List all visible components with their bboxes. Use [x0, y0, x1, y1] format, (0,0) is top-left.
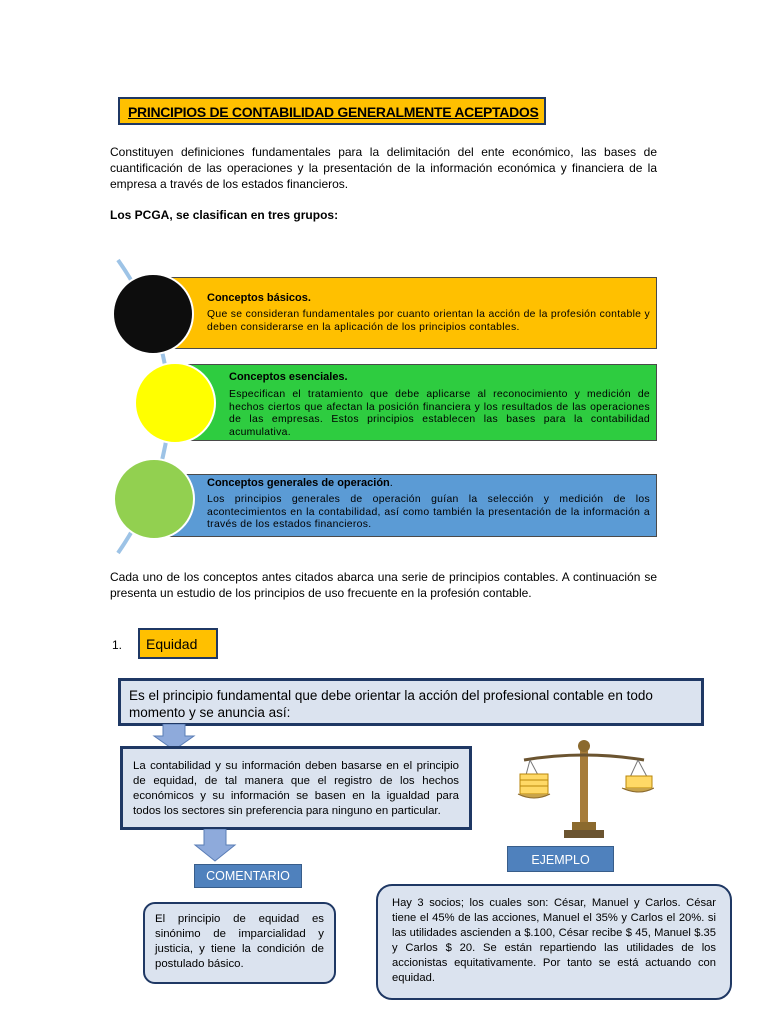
definition-text: Es el principio fundamental que debe orientar la acción del profesional contable en todo momento y se anuncia así: — [129, 688, 653, 720]
down-arrow-icon — [193, 829, 237, 863]
comment-text: El principio de equidad es sinónimo de imparcialidad y justicia, y tiene la condición de postulado básico. — [155, 913, 324, 970]
group-basic-body: Que se consideran fundamentales por cuanto orientan la acción de la profesión contable y deben considerarse en la aplicación de los principios contables. — [207, 309, 650, 333]
example-text: Hay 3 socios; los cuales son: César, Manuel y Carlos. César tiene el 45% de las acciones, Manuel el 35% y Carlos el 20%. si las utilidades ascienden a $.100, César recibe $ 45, Manuel $.35 y Carlos $ 20. Se están repartiendo las utilidades de los accionistas equitativamente. Por tanto se está actuando con equidad. — [392, 897, 716, 984]
statement-text: La contabilidad y su información deben basarse en el principio de equidad, de tal manera que el registro de los hechos económicos y su información se basen en la igualdad para todos los sectores sin preferencia para ninguno en particular. — [133, 760, 459, 817]
comment-box — [143, 902, 336, 984]
group-essential-circle — [134, 362, 216, 444]
group-basic-band — [156, 277, 657, 349]
group-general-title: Conceptos generales de operación. — [207, 477, 393, 489]
group-essential-band — [178, 364, 657, 441]
example-box — [376, 884, 732, 1000]
group-essential-title: Conceptos esenciales. — [229, 371, 348, 383]
group-basic-circle — [112, 273, 194, 355]
outro-paragraph: Cada uno de los conceptos antes citados abarca una serie de principios contables. A continuación se presenta un estudio de los principios de uso frecuente en la profesión contable. — [110, 570, 657, 600]
comment-label: COMENTARIO — [194, 864, 302, 888]
groups-heading: Los PCGA, se clasifican en tres grupos: — [110, 208, 339, 222]
intro-paragraph: Constituyen definiciones fundamentales para la delimitación del ente económico, las bases de cuantificación de las operaciones y la presentación de la información económica y financiera de la empresa a través de los estados financieros. — [110, 145, 657, 191]
group-essential-body: Especifican el tratamiento que debe aplicarse al reconocimiento y medición de hechos ciertos que afectan la posición financiera y los resultados de las operaciones de las empresas. Estos principios establecen las bases para la contabilidad acumulativa. — [229, 389, 650, 438]
statement-box — [120, 746, 472, 830]
example-label: EJEMPLO — [507, 846, 614, 872]
group-basic-title: Conceptos básicos. — [207, 292, 311, 304]
group-general-body: Los principios generales de operación guían la selección y medición de los acontecimientos en la contabilidad, así como también la presentación de la información a través de los estados financieros. — [207, 494, 650, 530]
title-box — [118, 97, 546, 125]
page-title: PRINCIPIOS DE CONTABILIDAD GENERALMENTE ACEPTADOS — [128, 104, 539, 120]
section-title-box — [138, 628, 218, 659]
section-number: 1. — [112, 638, 123, 652]
balance-scale-icon — [516, 738, 654, 840]
group-general-circle — [113, 458, 195, 540]
section-title: Equidad — [146, 636, 198, 652]
definition-box — [118, 678, 704, 726]
group-general-band — [150, 474, 657, 537]
